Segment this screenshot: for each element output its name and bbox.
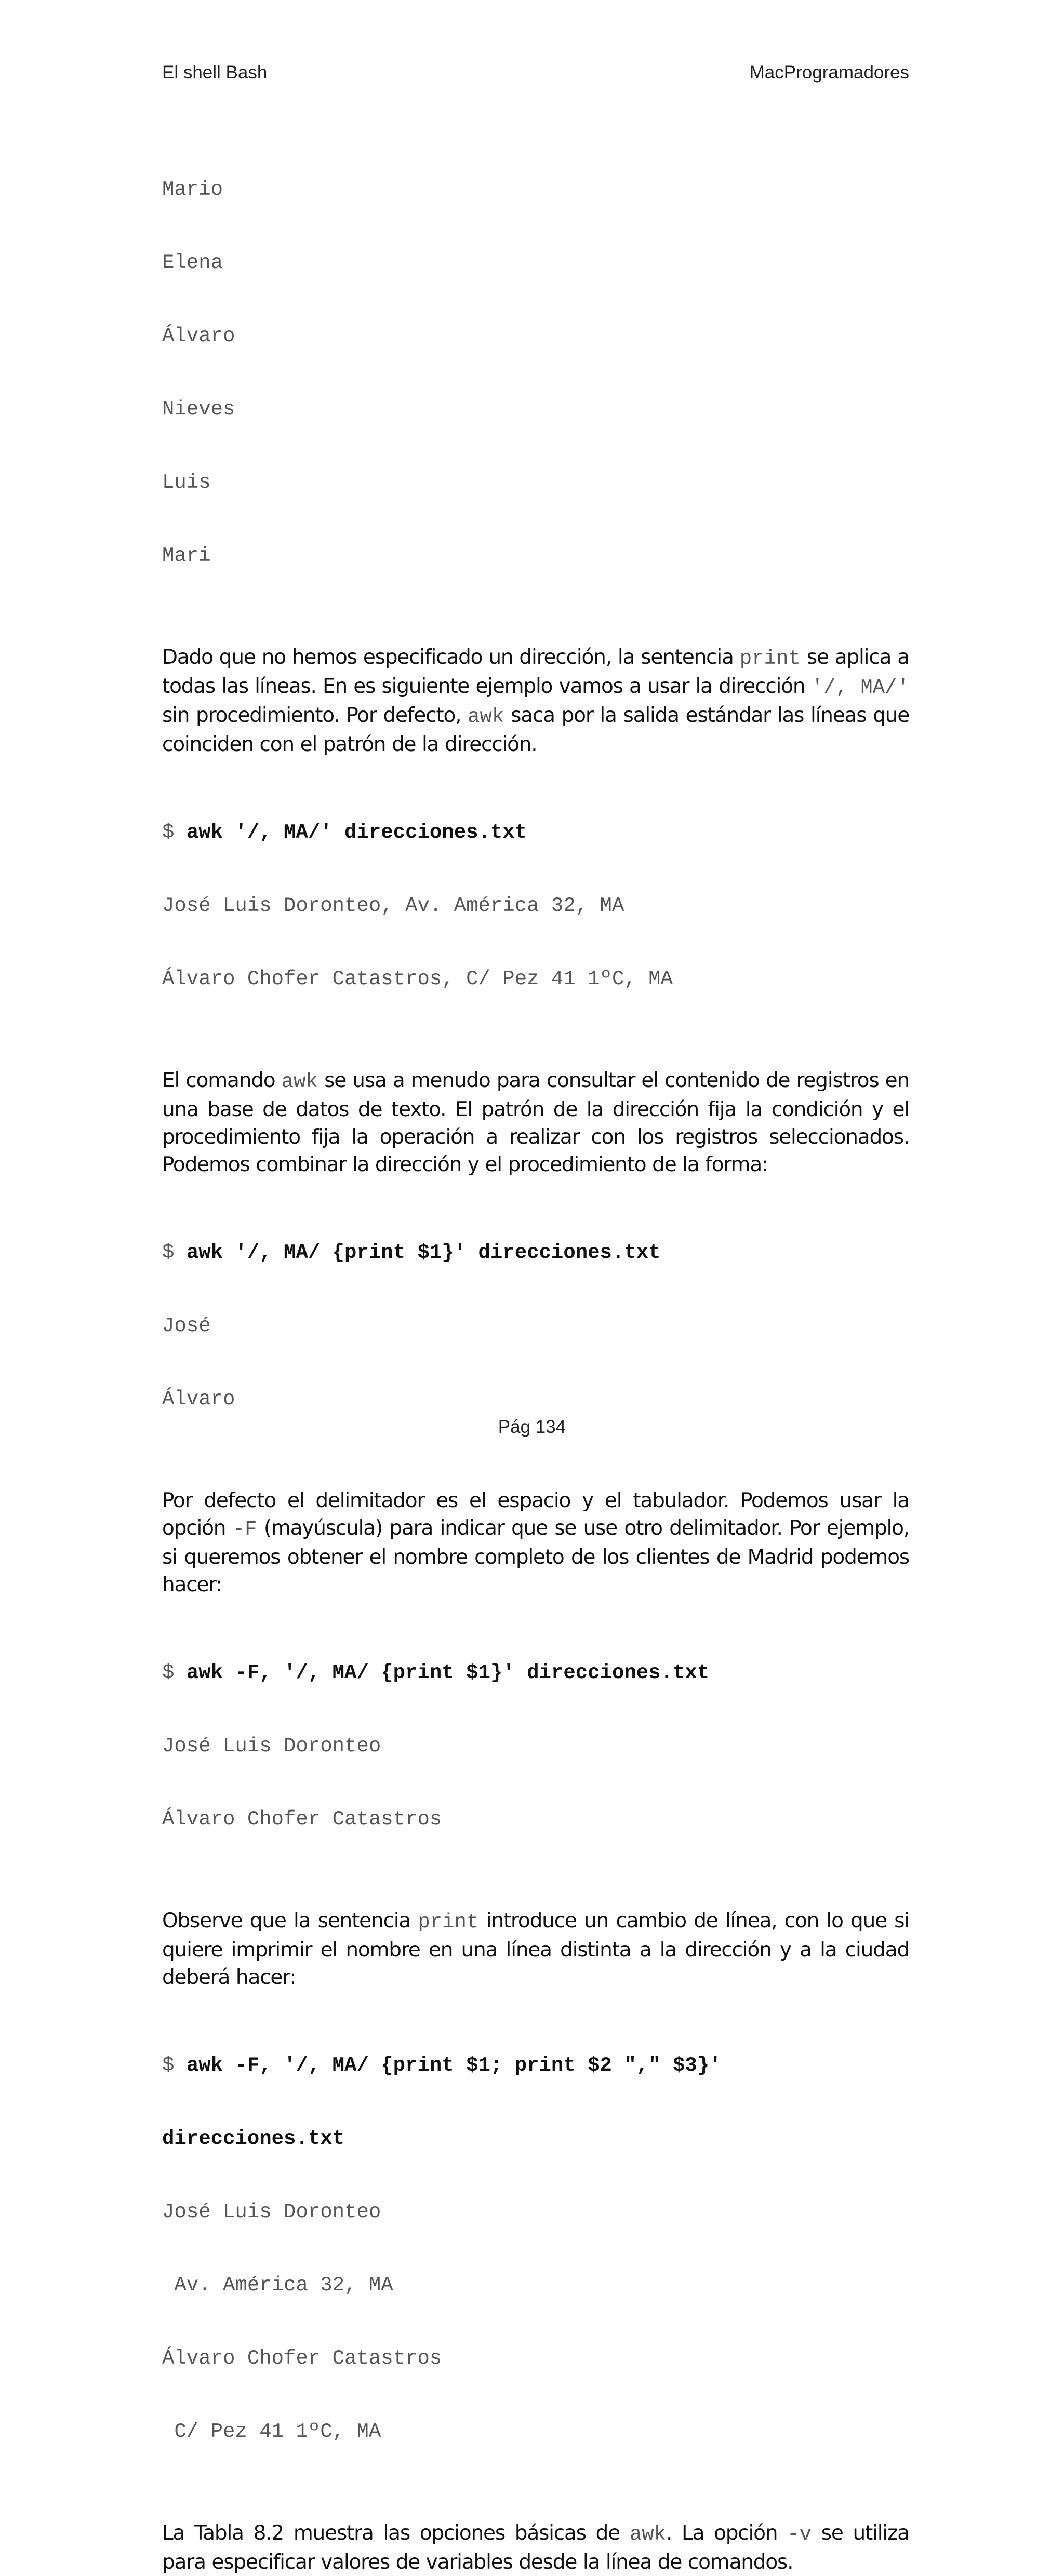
output-line: Álvaro Chofer Catastros bbox=[162, 1808, 442, 1831]
command-text: awk -F, '/, MA/ {print $1; print $2 "," $3}' bbox=[186, 2054, 722, 2077]
output-line: Álvaro Chofer Catastros, C/ Pez 41 1ºC, MA bbox=[162, 968, 673, 990]
running-header-left: El shell Bash bbox=[162, 62, 268, 83]
shell-prompt: $ bbox=[162, 821, 187, 844]
command-line bbox=[162, 1241, 909, 1265]
inline-code: '/, MA/' bbox=[811, 676, 909, 699]
paragraph-print-newline: Observe que la sentencia print introduce un cambio de línea, con lo que si quiere imprimir el nombre en una línea distinta a la dirección y a la ciudad deberá hacer: bbox=[162, 1909, 909, 1989]
inline-code: awk bbox=[468, 705, 504, 728]
output-line: José bbox=[162, 1314, 211, 1337]
page-body bbox=[162, 129, 909, 2576]
page-number: Pág 134 bbox=[498, 1417, 566, 1437]
output-line: José Luis Doronteo bbox=[162, 2201, 381, 2223]
output-line: Álvaro bbox=[162, 325, 235, 347]
output-line: Mario bbox=[162, 178, 223, 201]
inline-code: print bbox=[739, 647, 801, 670]
output-block-names bbox=[162, 129, 909, 617]
command-line-continued bbox=[162, 2127, 909, 2151]
command-text: awk -F, '/, MA/ {print $1}' direcciones.txt bbox=[186, 1661, 710, 1684]
shell-prompt: $ bbox=[162, 2054, 187, 2077]
code-block-awk-two-prints bbox=[162, 2005, 909, 2493]
output-line: José Luis Doronteo, Av. América 32, MA bbox=[162, 894, 624, 917]
shell-prompt: $ bbox=[162, 1241, 187, 1264]
command-text: awk '/, MA/' direcciones.txt bbox=[186, 821, 527, 844]
inline-code: awk bbox=[629, 2523, 667, 2546]
output-line: Mari bbox=[162, 544, 211, 567]
paragraph-print-all-lines: Dado que no hemos especificado un dirección, la sentencia print se aplica a todas las líneas. En es siguiente ejemplo vamos a usar la dirección '/, MA/' sin procedimiento. Por defecto, awk saca por la salida estándar las líneas que coinciden con el patrón de la dirección. bbox=[162, 646, 910, 756]
paragraph-awk-options: La Tabla 8.2 muestra las opciones básicas de awk. La opción -v se utiliza para especificar valores de variables desde la línea de comandos. bbox=[162, 2521, 910, 2574]
code-block-awk-field-separator bbox=[162, 1612, 909, 1881]
inline-code: -F bbox=[232, 1518, 257, 1541]
code-block-awk-address bbox=[162, 772, 909, 1040]
inline-code: awk bbox=[281, 1070, 318, 1093]
command-line bbox=[162, 2054, 909, 2078]
command-text: awk '/, MA/ {print $1}' direcciones.txt bbox=[186, 1241, 661, 1264]
output-line: José Luis Doronteo bbox=[162, 1735, 381, 1757]
running-header-right: MacProgramadores bbox=[749, 62, 909, 83]
inline-code: print bbox=[418, 1911, 479, 1934]
output-line: Av. América 32, MA bbox=[162, 2274, 393, 2297]
output-line: Luis bbox=[162, 471, 211, 494]
paragraph-awk-database: El comando awk se usa a menudo para consultar el contenido de registros en una base de datos de texto. El patrón de la dirección fija la condición y el procedimiento fija la operación a realizar con los registros seleccionados. Podemos combinar la dirección y el procedimiento de la forma: bbox=[162, 1069, 909, 1176]
command-text: direcciones.txt bbox=[162, 2127, 345, 2150]
output-line: Elena bbox=[162, 251, 223, 274]
output-line: Álvaro Chofer Catastros bbox=[162, 2347, 442, 2370]
command-line bbox=[162, 1661, 909, 1685]
paragraph-delimiter: Por defecto el delimitador es el espacio y el tabulador. Podemos usar la opción -F (mayúscula) para indicar que se use otro delimitador. Por ejemplo, si queremos obtener el nombre completo de los clientes de Madrid podemos hacer: bbox=[162, 1489, 909, 1596]
output-line: C/ Pez 41 1ºC, MA bbox=[162, 2420, 381, 2443]
output-line: Álvaro bbox=[162, 1388, 235, 1411]
command-line bbox=[162, 821, 909, 845]
shell-prompt: $ bbox=[162, 1661, 187, 1684]
output-line: Nieves bbox=[162, 398, 235, 421]
inline-code: -v bbox=[787, 2523, 812, 2546]
